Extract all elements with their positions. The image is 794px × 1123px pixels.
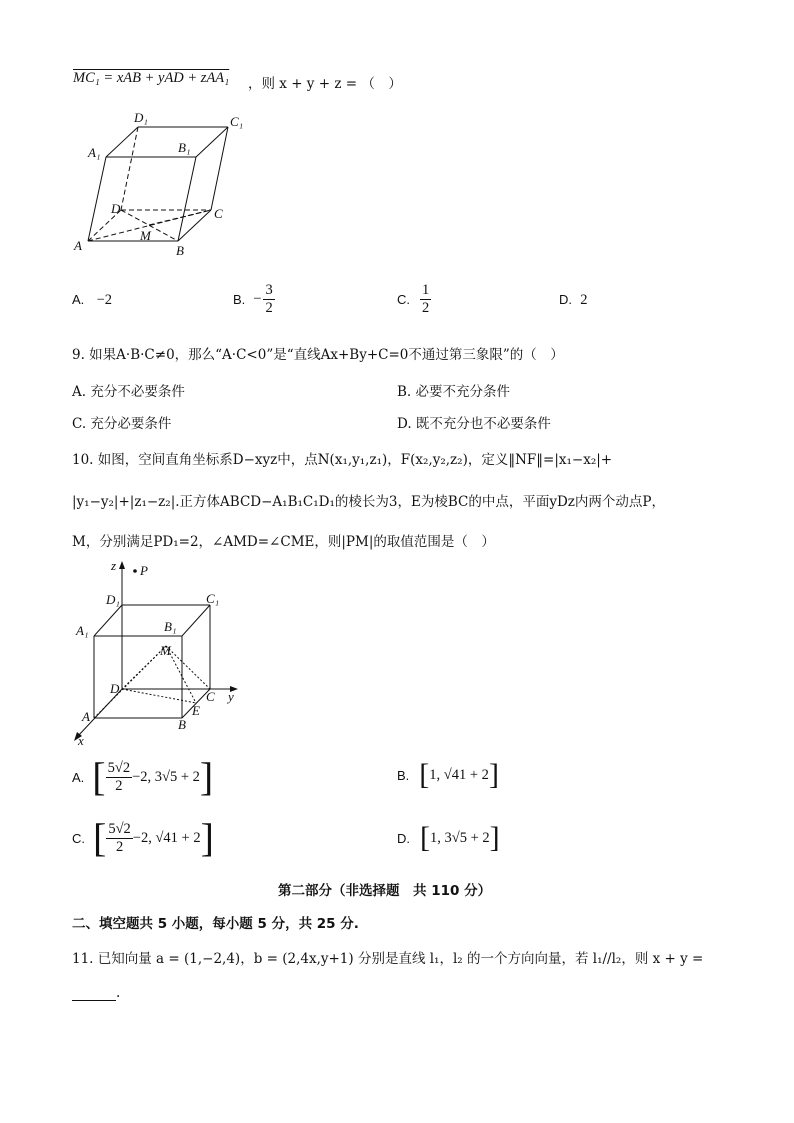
label-a: A bbox=[82, 709, 90, 724]
q9-option-b[interactable]: B. 必要不充分条件 bbox=[397, 384, 511, 400]
label-p: P bbox=[140, 563, 148, 578]
q8-stem-tail: ，则 x + y + z = （ ） bbox=[248, 76, 402, 92]
label-m: M bbox=[160, 643, 171, 658]
label-b: B bbox=[178, 717, 186, 732]
label-d: D bbox=[111, 201, 121, 216]
label-c1: C₁ bbox=[206, 591, 220, 606]
q8-parallelepiped-figure bbox=[68, 110, 258, 260]
part2-title: 第二部分（非选择题 共 110 分） bbox=[278, 883, 492, 899]
label-d1: D₁ bbox=[134, 110, 148, 125]
label-m: M bbox=[140, 228, 151, 243]
q10-option-c[interactable]: C. [ $\frac{5√2}{2}$ −2, √41 + 2 ] bbox=[72, 815, 214, 860]
label-b1: B₁ bbox=[178, 140, 191, 155]
label-e: E bbox=[192, 703, 200, 718]
section2-title: 二、填空题共 5 小题，每小题 5 分，共 25 分. bbox=[72, 916, 359, 932]
label-c: C bbox=[214, 206, 223, 221]
q8-option-d[interactable]: D. 2 bbox=[559, 292, 588, 308]
q10-cube-figure bbox=[70, 555, 250, 750]
q8-option-c[interactable]: C. $\frac{1}{2}$ bbox=[397, 282, 430, 316]
label-b1: B₁ bbox=[164, 619, 177, 634]
q10-option-d[interactable]: D. [ 1, 3√5 + 2 ] bbox=[397, 821, 500, 854]
q8-option-b[interactable]: B. − $\frac{3}{2}$ bbox=[233, 282, 273, 316]
label-a1: A₁ bbox=[88, 145, 101, 160]
label-b: B bbox=[176, 243, 184, 258]
q8-option-a[interactable]: A. −2 bbox=[72, 292, 113, 308]
q10-option-b[interactable]: B. [ 1, √41 + 2 ] bbox=[397, 758, 499, 791]
label-c: C bbox=[206, 689, 215, 704]
q10-stem-line3: M，分别满足PD₁=2，∠AMD=∠CME，则|PM|的取值范围是（ ） bbox=[72, 534, 495, 550]
label-y: y bbox=[228, 689, 234, 704]
q11-stem: 11. 已知向量 a = (1,−2,4)，b = (2,4x,y+1) 分别是直线 l₁，l₂ 的一个方向向量，若 l₁//l₂，则 x + y = bbox=[72, 951, 704, 967]
label-z: z bbox=[111, 558, 117, 573]
q10-stem-line1: 10. 如图，空间直角坐标系D−xyz中，点N(x₁,y₁,z₁)，F(x₂,y₂,z₂)，定义‖NF‖=|x₁−x₂|+ bbox=[72, 452, 613, 468]
q11-answer-blank[interactable]: . bbox=[72, 985, 120, 1001]
label-d1: D₁ bbox=[106, 592, 120, 607]
q10-option-a[interactable]: A. [ $\frac{5√2}{2}$ −2, 3√5 + 2 ] bbox=[72, 754, 214, 799]
label-a1: A₁ bbox=[76, 623, 89, 638]
label-d: D bbox=[110, 681, 120, 696]
answer-blank-line bbox=[72, 999, 116, 1001]
q8-vector-formula: MC₁ = xAB + yAD + zAA₁ bbox=[73, 70, 230, 86]
label-x: x bbox=[78, 733, 84, 748]
q9-option-a[interactable]: A. 充分不必要条件 bbox=[72, 384, 185, 400]
q10-stem-line2: |y₁−y₂|+|z₁−z₂|.正方体ABCD−A₁B₁C₁D₁的棱长为3，E为棱BC的中点，平面yDz内两个动点P， bbox=[72, 494, 665, 510]
q9-option-d[interactable]: D. 既不充分也不必要条件 bbox=[397, 416, 551, 432]
q9-option-c[interactable]: C. 充分必要条件 bbox=[72, 416, 172, 432]
label-a: A bbox=[74, 238, 82, 253]
label-c1: C₁ bbox=[230, 114, 244, 129]
q9-stem: 9. 如果A·B·C≠0，那么“A·C<0”是“直线Ax+By+C=0不通过第三象限”的（ ） bbox=[72, 347, 564, 363]
